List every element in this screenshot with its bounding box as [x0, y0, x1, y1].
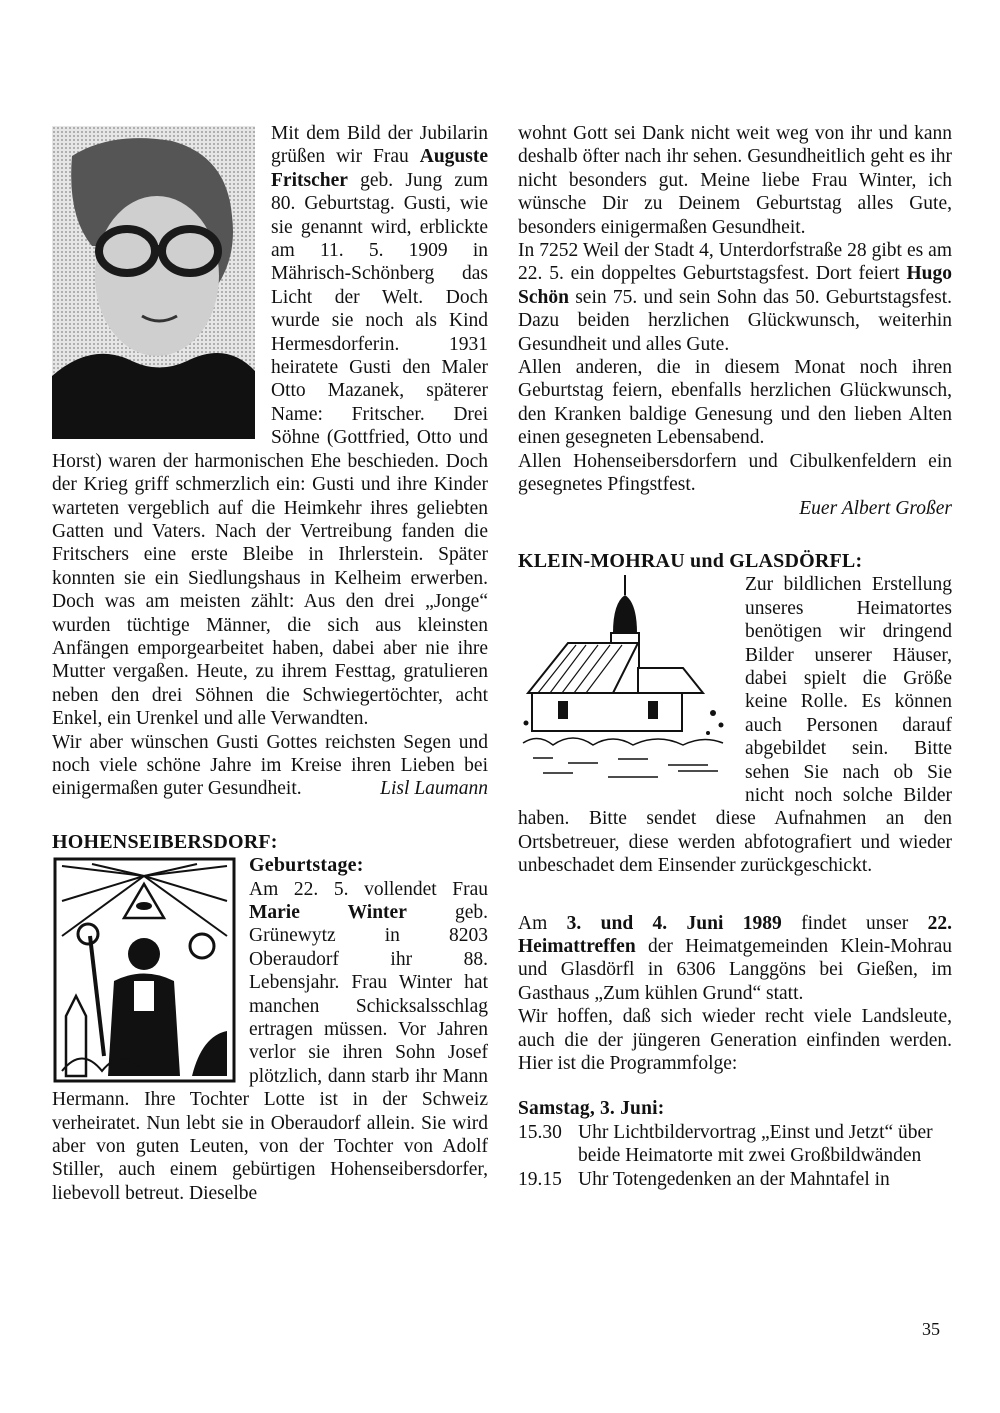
birthdays-label: Geburtstage: [249, 854, 364, 877]
schoen-article: In 7252 Weil der Stadt 4, Unterdorfstraße 28 gibt es am 22. 5. ein doppeltes Geburtstagsfest. Dort feiert Hugo Schön sein 75. und sein Sohn das 50. Geburtstagsfest. Dazu beiden herzlichen Glückwunsch, weiterhin Gesundheit und alles Gute. [518, 240, 952, 355]
winter-name: Marie Winter [249, 902, 407, 924]
section-heading-klein-mohrau: KLEIN-MOHRAU und GLASDÖRFL: [518, 549, 863, 572]
right-column [518, 122, 952, 1191]
section-heading-hohenseibersdorf: HOHENSEIBERSDORF: [52, 830, 278, 853]
left-column [52, 122, 488, 1205]
schoen-name: Hugo Schön [518, 263, 952, 308]
winter-article: Am 22. 5. vollendet Frau Marie Winter geb. Grünewytz in 8203 Oberaudorf ihr 88. Lebensjahr. Frau Winter hat manchen Schicksalsschlag ertragen müssen. Vor Jahren verlor sie ihren Sohn Josef plötzlich, dann starb ihr Mann Hermann. Ihre Tochter Lotte ist in der Schweiz verheiratet. Nun lebt sie in Oberaudorf allein. Sie wird aber von guten Leuten, von der Tochter von Adolf Stiller, auch einem gebürtigen Hohenseibersdorfer, liebevoll betreut. Dieselbe [52, 878, 488, 1204]
portrait-photo [52, 126, 255, 439]
program-item: 15.30 Uhr Lichtbildervortrag „Einst und Jetzt“ über beide Heimatorte mit zwei Großbildwänden [518, 1121, 933, 1167]
signature-grosser: Euer Albert Großer [799, 497, 952, 519]
fritscher-name: Auguste Fritscher [271, 146, 488, 191]
winter-continuation: wohnt Gott sei Dank nicht weit weg von ihr und kann deshalb öfter nach ihr sehen. Gesundheitlich geht es ihr nicht besonders gut. Meine liebe Frau Winter, ich wünsche Dir zu Deinem Geburtstag alles Gute, besonders einigermaßen Gesundheit. [518, 123, 952, 238]
fritscher-article: Mit dem Bild der Jubilarin grüßen wir Frau Auguste Fritscher geb. Jung zum 80. Geburtstag. Gusti, wie sie genannt wird, erblickte am 11. 5. 1909 in Mährisch-Schönberg das Licht der Welt. Doch wurde sie noch als Kind Hermesdorferin. 1931 heiratete Gusti den Maler Otto Mazanek, späterer Name: Fritscher. Drei Söhne (Gottfried, Otto und Horst) waren der harmonischen Ehe beschieden. Doch der Krieg griff schmerzlich ein: Gusti und ihre Kinder warteten vergeblich auf die Heimkehr ihres geliebten Gatten und Vaters. Nach der Vertreibung fanden die Fritschers eine erste Bleibe in Ihrlerstein. Später konnten sie ein Siedlungshaus in Kelheim erwerben. Doch was am meisten zählt: Aus den drei „Jonge“ wurden tüchtige Männer, die sich aus kleinsten Anfängen emporgearbeitet haben, dabei aber nie ihre Mutter vergaßen. Heute, zu ihrem Festtag, gratulieren neben den drei Söhnen die Schwiegertöchter, acht Enkel, ein Urenkel und alle Verwandten. [52, 123, 488, 730]
fritscher-wish: Wir aber wünschen Gusti Gottes reichsten Segen und noch viele schöne Jahre im Kreise ihren Lieben bei einigermaßen guter Gesundheit. [52, 731, 488, 800]
page-number: 35 [922, 1319, 940, 1339]
others-greeting: Allen anderen, die in diesem Monat noch ihren Geburtstag feiern, ebenfalls herzlichen Glückwunsch, den Kranken baldige Genesung und den lieben Alten einen gesegneten Lebensabend. [518, 357, 952, 449]
church-drawing [518, 573, 733, 785]
program-item: 19.15 Uhr Totengedenken an der Mahntafel in [518, 1168, 890, 1190]
signature-laumann: Lisl Laumann [380, 778, 488, 800]
woodcut-illustration [52, 856, 237, 1084]
program-day: Samstag, 3. Juni: [518, 1098, 665, 1120]
pentecost-greeting: Allen Hohenseibersdorfern und Cibulkenfeldern ein gesegnetes Pfingstfest. [518, 450, 952, 496]
photo-request: Zur bildlichen Erstellung unseres Heimatortes benötigen wir dringend Bilder unserer Häuser, dabei spielt die Größe keine Rolle. Es können auch Personen darauf abgebildet sein. Bitte sehen Sie nach ob Sie nicht noch solche Bilder haben. Bitte sendet diese Aufnahmen an den Ortsbetreuer, diese werden abfotografiert und wieder unbeschadet dem Einsender zurückgeschickt. [518, 574, 952, 877]
meeting-announcement: Am 3. und 4. Juni 1989 findet unser 22. Heimattreffen der Heimatgemeinden Klein-Mohrau und Glasdörfl in 6306 Langgöns bei Gießen, im Gasthaus „Zum kühlen Grund“ statt. [518, 912, 952, 1004]
hope-text: Wir hoffen, daß sich wieder recht viele Landsleute, auch die der jüngeren Generation einfinden werden. Hier ist die Programmfolge: [518, 1006, 952, 1075]
